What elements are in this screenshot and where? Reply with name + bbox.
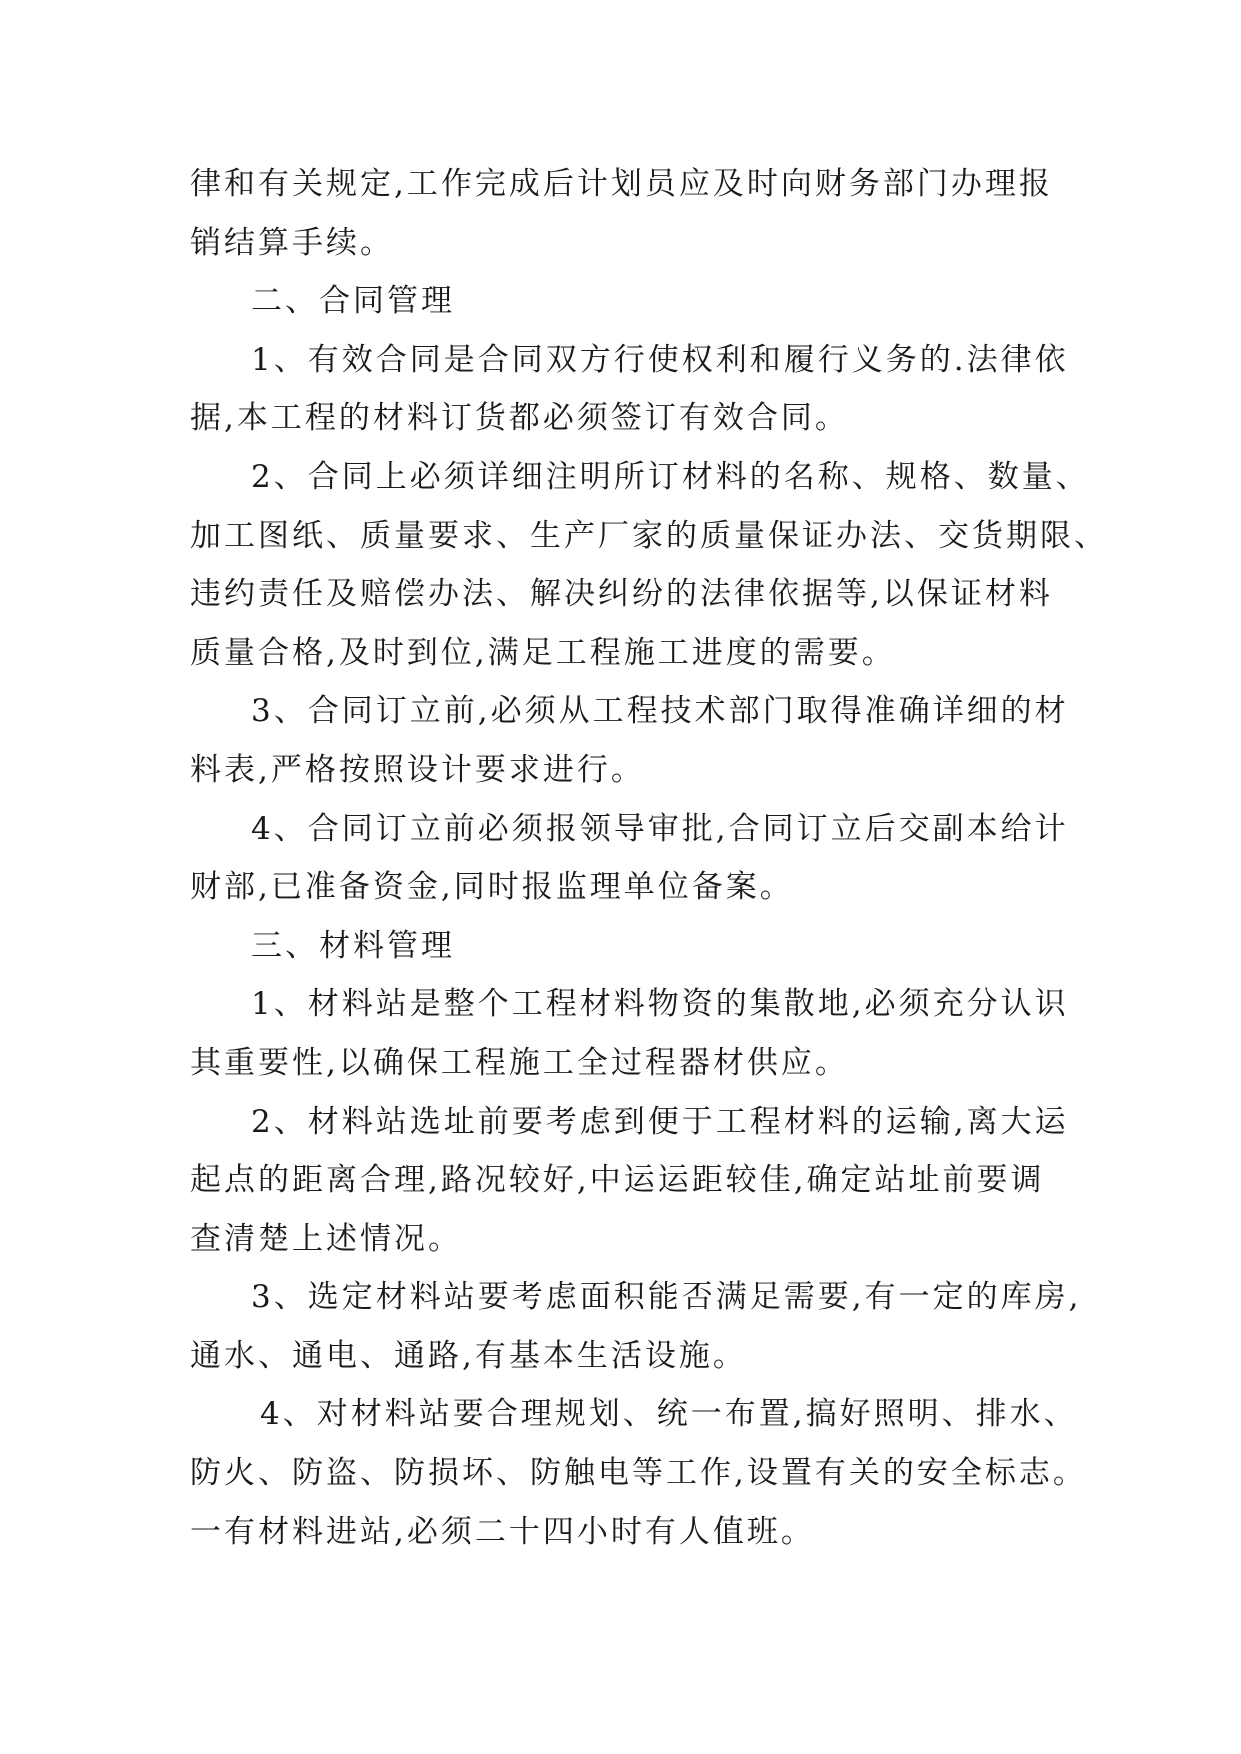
text-line: 通水、通电、通路,有基本生活设施。: [190, 1337, 747, 1374]
text-line: 防火、防盗、防损坏、防触电等工作,设置有关的安全标志。: [190, 1455, 1087, 1492]
text-line: 1、有效合同是合同双方行使权利和履行义务的.法律依: [251, 341, 1069, 378]
text-line: 质量合格,及时到位,满足工程施工进度的需要。: [190, 634, 896, 671]
text-line: 加工图纸、质量要求、生产厂家的质量保证办法、交货期限、: [190, 517, 1108, 554]
text-line: 一有材料进站,必须二十四小时有人值班。: [190, 1513, 815, 1550]
text-line: 2、材料站选址前要考虑到便于工程材料的运输,离大运: [251, 1103, 1069, 1140]
text-line: 销结算手续。: [190, 224, 394, 261]
text-line: 3、选定材料站要考虑面积能否满足需要,有一定的库房,: [251, 1279, 1082, 1316]
text-line: 4、合同订立前必须报领导审批,合同订立后交副本给计: [251, 810, 1069, 847]
document-body: [190, 155, 1108, 1561]
text-line: 财部,已准备资金,同时报监理单位备案。: [190, 869, 794, 906]
text-line: 二、合同管理: [251, 283, 455, 320]
text-line: 违约责任及赔偿办法、解决纠纷的法律依据等,以保证材料: [190, 576, 1053, 613]
text-line: 查清楚上述情况。: [190, 1220, 462, 1257]
text-line: 4、对材料站要合理规划、统一布置,搞好照明、排水、: [260, 1396, 1078, 1433]
text-line: 料表,严格按照设计要求进行。: [190, 751, 645, 788]
text-line: 3、合同订立前,必须从工程技术部门取得准确详细的材: [251, 693, 1069, 730]
text-line: 其重要性,以确保工程施工全过程器材供应。: [190, 1044, 849, 1081]
text-line: 起点的距离合理,路况较好,中运运距较佳,确定站址前要调: [190, 1162, 1045, 1199]
text-line: 2、合同上必须详细注明所订材料的名称、规格、数量、: [251, 458, 1090, 495]
text-line: 据,本工程的材料订货都必须签订有效合同。: [190, 400, 849, 437]
text-line: 1、材料站是整个工程材料物资的集散地,必须充分认识: [251, 986, 1069, 1023]
text-line: 三、材料管理: [251, 927, 455, 964]
text-line: 律和有关规定,工作完成后计划员应及时向财务部门办理报: [190, 166, 1053, 202]
